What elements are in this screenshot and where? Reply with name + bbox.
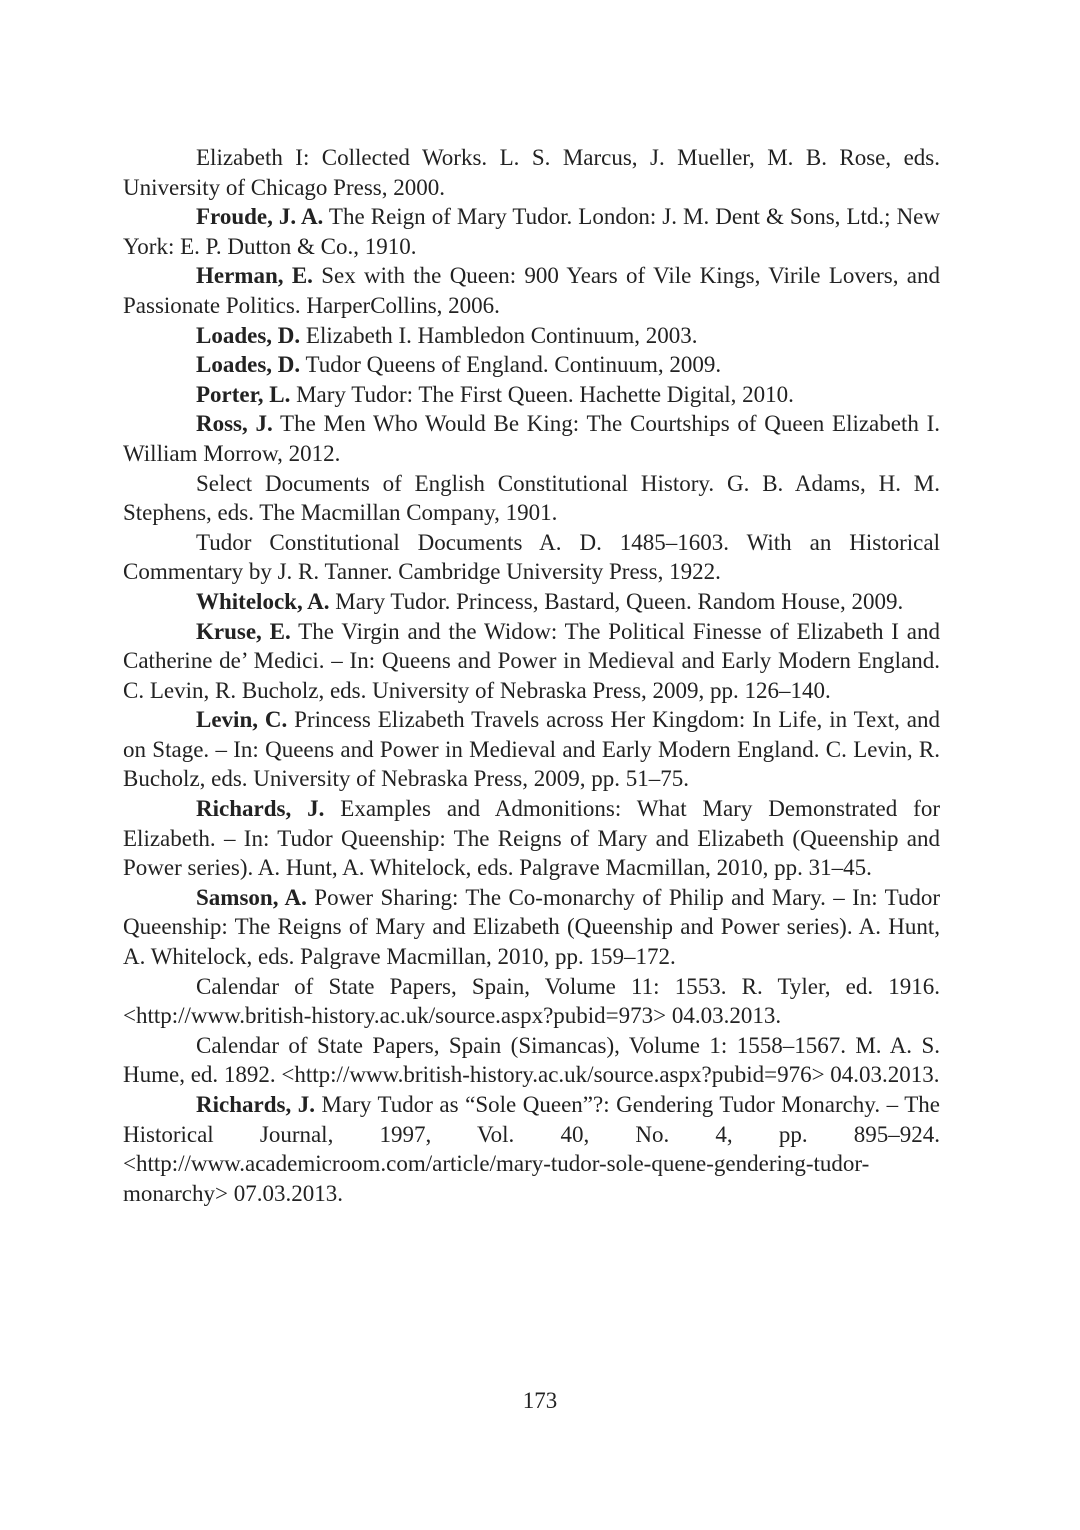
page-number: 173 xyxy=(522,1388,558,1413)
reference-entry xyxy=(123,528,940,587)
reference-entry xyxy=(123,1031,940,1090)
reference-entry xyxy=(123,1090,940,1208)
reference-text: Tudor Constitutional Documents A. D. 1485–1603. With an Historical Commentary by J. R. Tanner. Cambridge University Press, 1922. xyxy=(123,529,940,585)
reference-author: Samson, A. xyxy=(196,884,307,910)
reference-entry xyxy=(123,350,940,380)
reference-entry xyxy=(123,617,940,706)
reference-author: Herman, E. xyxy=(196,263,313,289)
reference-entry xyxy=(123,972,940,1031)
reference-text: Sex with the Queen: 900 Years of Vile Kings, Virile Lovers, and Passionate Politics. HarperCollins, 2006. xyxy=(123,263,940,318)
reference-entry xyxy=(123,883,940,972)
reference-entry xyxy=(123,587,940,617)
reference-text: Mary Tudor as “Sole Queen”?: Gendering Tudor Monarchy. – The Historical Journal, 1997, Vol. 40, No. 4, pp. 895–924. <http://www.academicroom.com/article/mary-tudor-sole-quene-gendering-tudor-monarchy> 07.03.2013. xyxy=(123,1092,940,1206)
reference-entry xyxy=(123,321,940,351)
reference-text: Princess Elizabeth Travels across Her Kingdom: In Life, in Text, and on Stage. – In: Queens and Power in Medieval and Early Modern England. C. Levin, R. Bucholz, eds. University of Nebraska Press, 2009, pp. 51–75. xyxy=(123,707,940,792)
reference-text: Mary Tudor. Princess, Bastard, Queen. Random House, 2009. xyxy=(329,588,904,614)
reference-text: Calendar of State Papers, Spain (Simancas), Volume 1: 1558–1567. M. A. S. Hume, ed. 1892. <http://www.british-history.ac.uk/source.aspx?pubid=976> 04.03.2013. xyxy=(123,1032,940,1088)
reference-author: Ross, J. xyxy=(196,411,273,437)
reference-author: Loades, D. xyxy=(196,322,301,348)
reference-author: Richards, J. xyxy=(196,796,325,822)
reference-text: Elizabeth I. Hambledon Continuum, 2003. xyxy=(300,322,698,348)
reference-author: Loades, D. xyxy=(196,352,301,378)
reference-entry xyxy=(123,409,940,468)
reference-text: Elizabeth I: Collected Works. L. S. Marcus, J. Mueller, M. B. Rose, eds. University of Chicago Press, 2000. xyxy=(123,145,940,200)
reference-entry xyxy=(123,261,940,320)
reference-text: Select Documents of English Constitutional History. G. B. Adams, H. M. Stephens, eds. The Macmillan Company, 1901. xyxy=(123,470,940,526)
reference-author: Kruse, E. xyxy=(196,618,291,644)
reference-entry xyxy=(123,143,940,202)
reference-text: Calendar of State Papers, Spain, Volume 11: 1553. R. Tyler, ed. 1916. <http://www.british-history.ac.uk/source.aspx?pubid=973> 04.03.2013. xyxy=(123,973,940,1029)
reference-entry xyxy=(123,380,940,410)
reference-text: The Men Who Would Be King: The Courtships of Queen Elizabeth I. William Morrow, 2012. xyxy=(123,411,941,466)
reference-text: The Reign of Mary Tudor. London: J. M. Dent & Sons, Ltd.; New York: E. P. Dutton & Co., 1910. xyxy=(123,204,940,259)
reference-author: Richards, J. xyxy=(196,1092,315,1117)
reference-text: The Virgin and the Widow: The Political Finesse of Elizabeth I and Catherine de’ Medici. – In: Queens and Power in Medieval and Early Modern England. C. Levin, R. Bucholz, eds. University of Nebraska Press, 2009, pp. 126–140. xyxy=(123,618,941,703)
reference-text: Examples and Admonitions: What Mary Demonstrated for Elizabeth. – In: Tudor Queenship: The Reigns of Mary and Elizabeth (Queenship and Power series). A. Hunt, A. Whitelock, eds. Palgrave Macmillan, 2010, pp. 31–45. xyxy=(123,796,940,881)
reference-author: Levin, C. xyxy=(196,707,288,733)
reference-entry xyxy=(123,794,940,883)
bibliography-list xyxy=(123,143,940,1208)
reference-entry xyxy=(123,705,940,794)
reference-entry xyxy=(123,469,940,528)
reference-author: Porter, L. xyxy=(196,381,291,407)
reference-author: Froude, J. A. xyxy=(196,204,324,230)
reference-author: Whitelock, A. xyxy=(196,588,330,614)
reference-entry xyxy=(123,202,940,261)
reference-text: Power Sharing: The Co-monarchy of Philip and Mary. – In: Tudor Queenship: The Reigns of Mary and Elizabeth (Queenship and Power series). A. Hunt, A. Whitelock, eds. Palgrave Macmillan, 2010, pp. 159–172. xyxy=(123,884,940,970)
reference-text: Mary Tudor: The First Queen. Hachette Digital, 2010. xyxy=(290,381,794,407)
reference-text: Tudor Queens of England. Continuum, 2009. xyxy=(300,352,722,378)
